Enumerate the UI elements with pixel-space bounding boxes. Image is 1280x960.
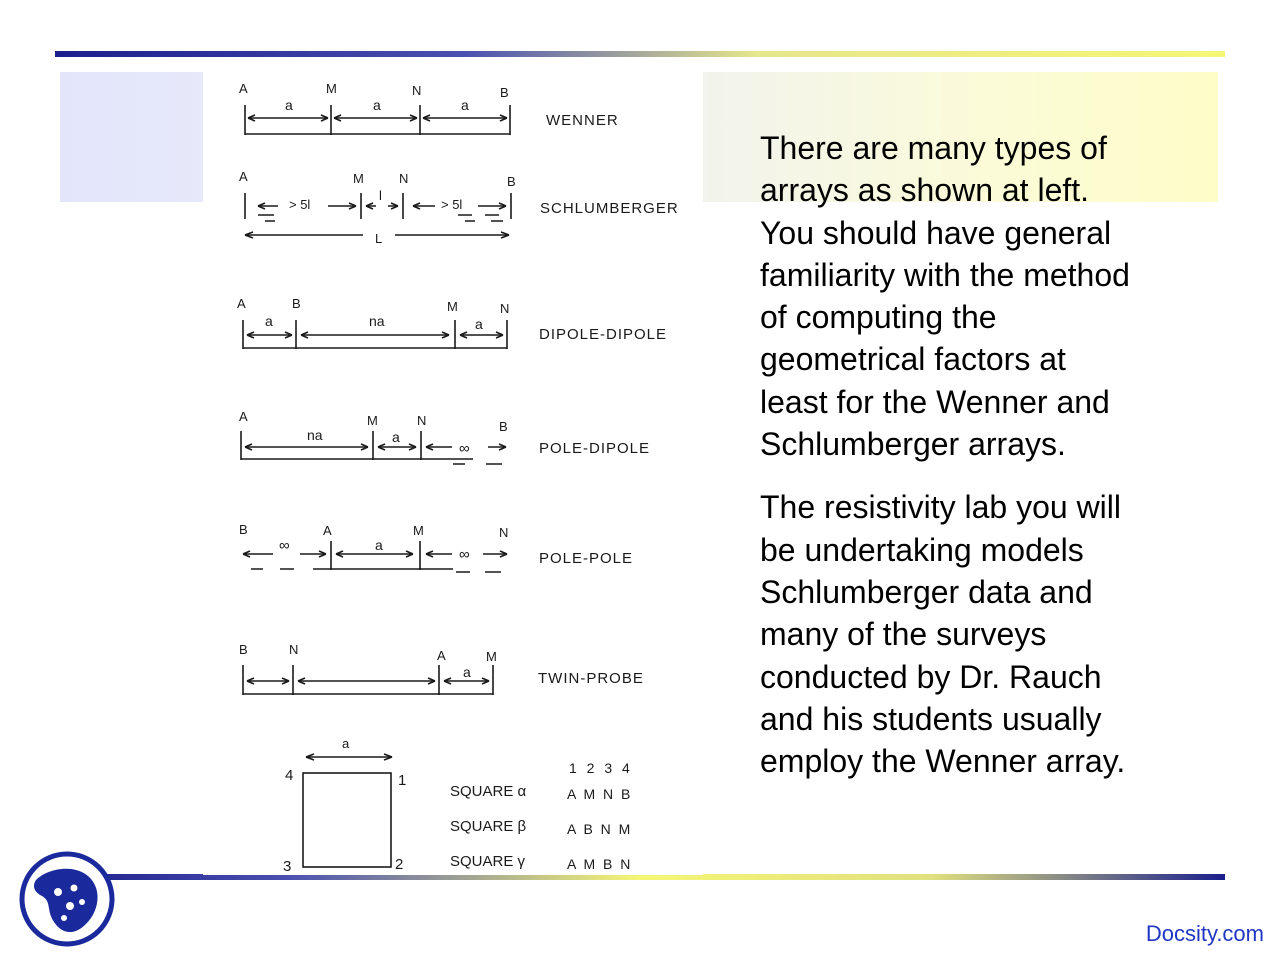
dipole-dipole-label: DIPOLE-DIPOLE	[539, 326, 668, 343]
twin-probe-electrode-m: M	[486, 649, 497, 664]
square-corner-2: 2	[395, 856, 404, 873]
dipole-dipole-electrode-b: B	[292, 296, 301, 311]
schlumberger-electrode-n: N	[399, 171, 409, 186]
square-corner-1: 1	[398, 772, 407, 789]
square-gamma-order: A M B N	[567, 856, 633, 872]
square-alpha-name: SQUARE α	[450, 783, 527, 800]
pole-dipole-electrode-m: M	[367, 413, 378, 428]
schlumberger-electrode-b: B	[507, 174, 516, 189]
body-paragraph-1: There are many types of arrays as shown at left. You should have general familiarity with the method of computing the geometrical factors at least for the Wenner and Schlumberger arrays.	[760, 130, 1130, 463]
square-beta-order: A B N M	[567, 821, 633, 837]
pole-pole-electrode-b: B	[239, 522, 248, 537]
docsity-logo-icon	[18, 850, 116, 948]
wenner-spacing-1: a	[285, 97, 293, 113]
slide-body-text	[760, 127, 1200, 803]
pole-dipole-array	[239, 409, 650, 464]
pole-dipole-electrode-n: N	[417, 413, 427, 428]
wenner-electrode-b: B	[500, 85, 509, 100]
schlumberger-electrode-a: A	[239, 169, 248, 184]
pole-dipole-spacing-3: ∞	[459, 440, 470, 457]
electrode-arrays-figure	[203, 57, 703, 875]
square-position-header: 1 2 3 4	[569, 760, 633, 776]
schlumberger-array	[239, 169, 679, 246]
pole-pole-array	[239, 522, 633, 572]
twin-probe-spacing: a	[463, 664, 471, 680]
dipole-dipole-spacing-3: a	[475, 316, 483, 332]
arrays-diagram	[203, 57, 703, 875]
schlumberger-spacing-outer-right: > 5l	[441, 197, 463, 212]
square-side-label: a	[342, 736, 350, 751]
schlumberger-label: SCHLUMBERGER	[540, 200, 679, 217]
square-corner-3: 3	[283, 858, 292, 875]
dipole-dipole-spacing-1: a	[265, 313, 273, 329]
dipole-dipole-spacing-2: na	[369, 313, 385, 329]
dipole-dipole-electrode-n: N	[500, 301, 510, 316]
pole-pole-spacing-1: ∞	[279, 537, 290, 554]
twin-probe-electrode-n: N	[289, 642, 299, 657]
pole-pole-label: POLE-POLE	[539, 550, 634, 567]
pole-pole-electrode-n: N	[499, 525, 509, 540]
wenner-array	[239, 81, 619, 135]
body-paragraph-2: The resistivity lab you will be undertaking models Schlumberger data and many of the surveys conducted by Dr. Rauch and his students usually employ the Wenner array.	[760, 489, 1126, 780]
twin-probe-array	[239, 642, 644, 695]
pole-dipole-spacing-1: na	[307, 427, 323, 443]
square-corner-4: 4	[285, 767, 294, 784]
wenner-electrode-m: M	[326, 81, 337, 96]
square-beta-name: SQUARE β	[450, 818, 527, 835]
twin-probe-electrode-b: B	[239, 642, 248, 657]
wenner-spacing-2: a	[373, 97, 381, 113]
dipole-dipole-electrode-m: M	[447, 299, 458, 314]
wenner-label: WENNER	[546, 112, 619, 129]
pole-pole-spacing-2: a	[375, 537, 383, 553]
square-array	[283, 736, 633, 875]
pole-dipole-electrode-a: A	[239, 409, 248, 424]
docsity-link[interactable]: Docsity.com	[1145, 921, 1264, 946]
schlumberger-total-length: L	[375, 231, 383, 246]
wenner-electrode-a: A	[239, 81, 248, 96]
pole-pole-electrode-a: A	[323, 523, 332, 538]
square-gamma-name: SQUARE γ	[450, 853, 526, 870]
schlumberger-spacing-inner: l	[379, 188, 382, 203]
schlumberger-spacing-outer-left: > 5l	[289, 197, 311, 212]
pole-dipole-spacing-2: a	[392, 429, 400, 445]
pole-pole-spacing-3: ∞	[459, 546, 470, 563]
pole-pole-electrode-m: M	[413, 523, 424, 538]
pole-dipole-label: POLE-DIPOLE	[539, 440, 651, 457]
twin-probe-electrode-a: A	[437, 648, 446, 663]
square-alpha-order: A M N B	[567, 786, 633, 802]
twin-probe-label: TWIN-PROBE	[538, 670, 644, 687]
wenner-electrode-n: N	[412, 83, 422, 98]
wenner-spacing-3: a	[461, 97, 469, 113]
dipole-dipole-array	[237, 296, 667, 349]
dipole-dipole-electrode-a: A	[237, 296, 246, 311]
pole-dipole-electrode-b: B	[499, 419, 508, 434]
schlumberger-electrode-m: M	[353, 171, 364, 186]
